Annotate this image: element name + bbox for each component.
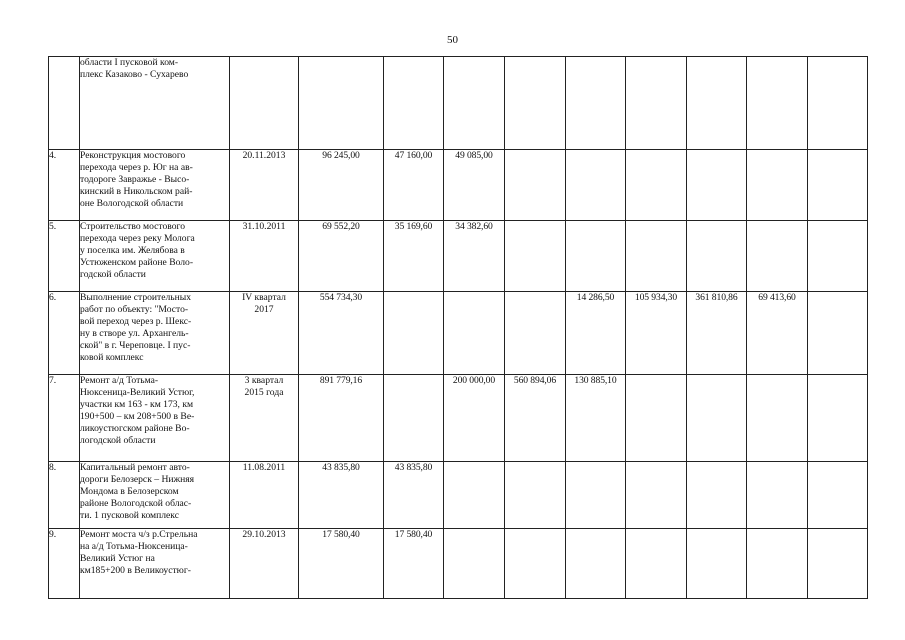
value-cell bbox=[566, 57, 626, 150]
completion-date-cell bbox=[230, 150, 299, 221]
value-cell bbox=[808, 150, 868, 221]
data-table bbox=[48, 56, 868, 599]
object-name-line: ковой комплекс bbox=[80, 352, 144, 363]
object-name-cell bbox=[80, 529, 230, 599]
object-name-cell bbox=[80, 292, 230, 375]
value-cell bbox=[566, 529, 626, 599]
value-cell: 34 382,60 bbox=[444, 221, 505, 292]
value-cell bbox=[566, 221, 626, 292]
value-cell: 560 894,06 bbox=[505, 375, 566, 462]
value-cell: 105 934,30 bbox=[626, 292, 687, 375]
value-cell: 69 552,20 bbox=[299, 221, 384, 292]
row-number: 5. bbox=[49, 221, 80, 292]
object-name-line: плекс Казаково - Сухарево bbox=[80, 69, 189, 80]
value-cell bbox=[505, 57, 566, 150]
object-name-line: районе Вологодской облас- bbox=[80, 498, 192, 509]
table-row bbox=[49, 462, 868, 529]
value-cell bbox=[444, 292, 505, 375]
completion-date-cell bbox=[230, 292, 299, 375]
completion-date-line: 20.11.2013 bbox=[242, 150, 286, 161]
completion-date-cell bbox=[230, 57, 299, 150]
value-cell bbox=[808, 221, 868, 292]
value-cell bbox=[505, 462, 566, 529]
value-cell bbox=[384, 375, 444, 462]
value-cell bbox=[384, 292, 444, 375]
object-name-line: на а/д Тотьма-Нюксеница- bbox=[80, 541, 188, 552]
value-cell bbox=[687, 462, 747, 529]
value-cell bbox=[299, 57, 384, 150]
completion-date-line: 2015 года bbox=[244, 387, 284, 398]
value-cell bbox=[444, 462, 505, 529]
value-cell bbox=[626, 375, 687, 462]
value-cell bbox=[444, 529, 505, 599]
object-name-line: участки км 163 - км 173, км bbox=[80, 399, 194, 410]
value-cell bbox=[747, 529, 808, 599]
value-cell: 49 085,00 bbox=[444, 150, 505, 221]
completion-date-line: 31.10.2011 bbox=[242, 221, 286, 232]
object-name-line: кинский в Никольском рай- bbox=[80, 186, 193, 197]
value-cell bbox=[808, 375, 868, 462]
value-cell bbox=[747, 375, 808, 462]
completion-date-line: IV квартал bbox=[242, 292, 286, 303]
object-name-line: перехода через р. Юг на ав- bbox=[80, 162, 193, 173]
object-name-line: оне Вологодской области bbox=[80, 198, 184, 209]
value-cell bbox=[626, 529, 687, 599]
completion-date-line: 3 квартал bbox=[244, 375, 284, 386]
object-name-line: работ по объекту: "Мосто- bbox=[80, 304, 189, 315]
object-name-line: Великий Устюг на bbox=[80, 553, 155, 564]
object-name-line: области I пусковой ком- bbox=[80, 57, 179, 68]
value-cell: 69 413,60 bbox=[747, 292, 808, 375]
object-name-cell bbox=[80, 150, 230, 221]
value-cell bbox=[687, 375, 747, 462]
object-name-line: перехода через реку Молога bbox=[80, 233, 195, 244]
value-cell bbox=[808, 292, 868, 375]
value-cell bbox=[505, 221, 566, 292]
object-name-line: дороги Белозерск – Нижняя bbox=[80, 474, 195, 485]
completion-date-cell bbox=[230, 221, 299, 292]
object-name-line: годской области bbox=[80, 269, 146, 280]
row-number: 8. bbox=[49, 462, 80, 529]
value-cell: 130 885,10 bbox=[566, 375, 626, 462]
value-cell bbox=[444, 57, 505, 150]
value-cell: 361 810,86 bbox=[687, 292, 747, 375]
object-name-line: 190+500 – км 208+500 в Ве- bbox=[80, 411, 195, 422]
value-cell bbox=[566, 462, 626, 529]
object-name-line: Строительство мостового bbox=[80, 221, 186, 232]
object-name-line: км185+200 в Великоустюг- bbox=[80, 565, 191, 576]
value-cell bbox=[505, 292, 566, 375]
object-name-cell bbox=[80, 57, 230, 150]
object-name-line: ти. 1 пусковой комплекс bbox=[80, 510, 179, 521]
value-cell: 200 000,00 bbox=[444, 375, 505, 462]
object-name-line: Реконструкция мостового bbox=[80, 150, 186, 161]
value-cell: 43 835,80 bbox=[299, 462, 384, 529]
object-name-line: Выполнение строительных bbox=[80, 292, 192, 303]
value-cell bbox=[747, 150, 808, 221]
table-row bbox=[49, 221, 868, 292]
object-name-cell bbox=[80, 375, 230, 462]
row-number: 4. bbox=[49, 150, 80, 221]
value-cell bbox=[808, 57, 868, 150]
object-name-line: вой переход через р. Шекс- bbox=[80, 316, 192, 327]
value-cell bbox=[687, 57, 747, 150]
object-name-line: Мондома в Белозерском bbox=[80, 486, 179, 497]
table-row bbox=[49, 529, 868, 599]
value-cell bbox=[626, 57, 687, 150]
value-cell bbox=[747, 57, 808, 150]
value-cell bbox=[808, 529, 868, 599]
table-row bbox=[49, 57, 868, 150]
completion-date-line: 29.10.2013 bbox=[242, 529, 286, 540]
value-cell bbox=[626, 150, 687, 221]
value-cell: 14 286,50 bbox=[566, 292, 626, 375]
table-row bbox=[49, 292, 868, 375]
completion-date-line: 2017 bbox=[254, 304, 274, 315]
row-number: 9. bbox=[49, 529, 80, 599]
completion-date-cell bbox=[230, 375, 299, 462]
value-cell bbox=[687, 529, 747, 599]
value-cell bbox=[626, 221, 687, 292]
value-cell: 43 835,80 bbox=[384, 462, 444, 529]
value-cell bbox=[808, 462, 868, 529]
object-name-line: Нюксеница-Великий Устюг, bbox=[80, 387, 195, 398]
object-name-line: Капитальный ремонт авто- bbox=[80, 462, 190, 473]
object-name-line: логодской области bbox=[80, 435, 156, 446]
object-name-cell bbox=[80, 462, 230, 529]
object-name-line: ликоустюгском районе Во- bbox=[80, 423, 190, 434]
table-row bbox=[49, 375, 868, 462]
value-cell bbox=[384, 57, 444, 150]
value-cell bbox=[505, 150, 566, 221]
value-cell: 17 580,40 bbox=[384, 529, 444, 599]
value-cell: 96 245,00 bbox=[299, 150, 384, 221]
table-body bbox=[49, 57, 868, 599]
completion-date-cell bbox=[230, 529, 299, 599]
object-name-line: Устюженском районе Воло- bbox=[80, 257, 194, 268]
row-number: 6. bbox=[49, 292, 80, 375]
value-cell: 47 160,00 bbox=[384, 150, 444, 221]
value-cell bbox=[747, 462, 808, 529]
value-cell: 17 580,40 bbox=[299, 529, 384, 599]
value-cell: 35 169,60 bbox=[384, 221, 444, 292]
value-cell bbox=[626, 462, 687, 529]
value-cell: 554 734,30 bbox=[299, 292, 384, 375]
value-cell: 891 779,16 bbox=[299, 375, 384, 462]
page-number: 50 bbox=[447, 34, 458, 46]
completion-date-cell bbox=[230, 462, 299, 529]
object-name-line: ской" в г. Череповце. I пус- bbox=[80, 340, 191, 351]
value-cell bbox=[505, 529, 566, 599]
value-cell bbox=[687, 221, 747, 292]
value-cell bbox=[566, 150, 626, 221]
object-name-line: у поселка им. Желябова в bbox=[80, 245, 185, 256]
completion-date-line: 11.08.2011 bbox=[242, 462, 286, 473]
table-row bbox=[49, 150, 868, 221]
value-cell bbox=[747, 221, 808, 292]
value-cell bbox=[687, 150, 747, 221]
row-number: 7. bbox=[49, 375, 80, 462]
row-number bbox=[49, 57, 80, 150]
object-name-line: Ремонт моста ч/з р.Стрельна bbox=[80, 529, 198, 540]
object-name-line: Ремонт а/д Тотьма- bbox=[80, 375, 159, 386]
object-name-line: тодороге Завражье - Высо- bbox=[80, 174, 190, 185]
object-name-line: ну в створе ул. Архангель- bbox=[80, 328, 189, 339]
object-name-cell bbox=[80, 221, 230, 292]
